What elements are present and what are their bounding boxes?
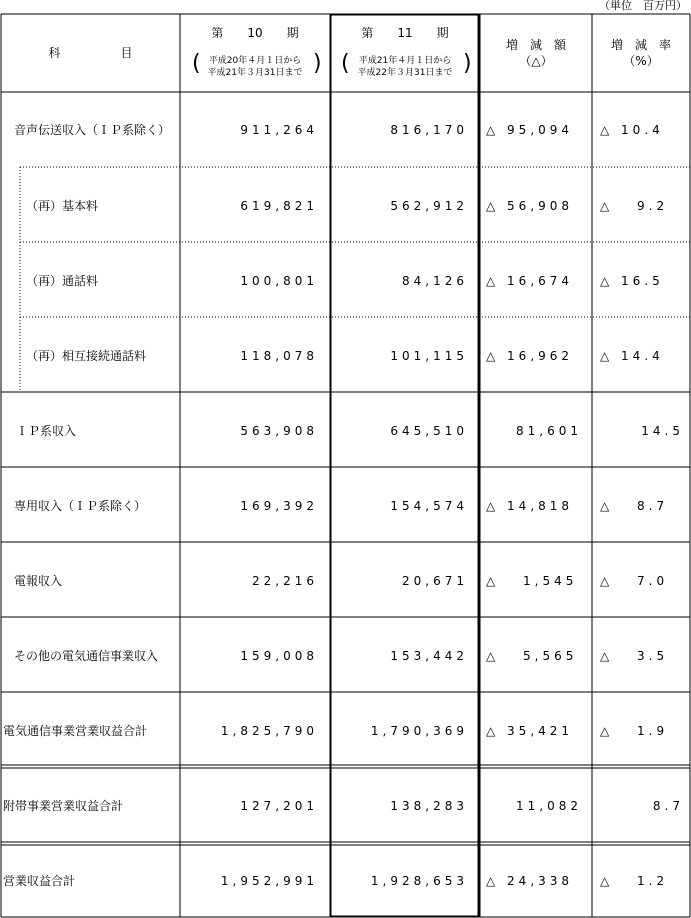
header-p10-range-end: 平成21年３月31日まで [207,68,303,78]
row-other-p10: 159,008 [240,649,318,663]
left-bracket-p11: ( [341,51,350,76]
row-other-p11: 153,442 [390,649,468,663]
row-interconnect-rate: △ 14.4 [600,349,664,363]
row-operating-total-diff: △ 24,338 [486,874,574,888]
header-p11-range-start: 平成21年４月１日から [358,56,452,66]
row-telecom-total-rate: △ 1.9 [600,724,669,738]
header-p11-title: 第 11 期 [361,26,449,40]
row-call-p11: 84,126 [402,274,468,288]
row-telecom-total-p10: 1,825,790 [220,724,318,738]
row-label-call: （再）通話料 [26,274,99,288]
row-ancillary-total-p11: 138,283 [390,799,468,813]
row-label-ip: ＩＰ系収入 [16,424,77,438]
row-interconnect-diff: △ 16,962 [486,349,574,363]
header-rate-sub: （%） [623,54,659,68]
row-other-diff: △ 5,565 [486,649,578,663]
row-operating-total-p11: 1,928,653 [370,874,468,888]
row-label-basic: （再）基本料 [26,199,99,213]
header-diff-title: 増 減 額 [505,38,566,52]
row-other-rate: △ 3.5 [600,649,669,663]
row-ip-diff: 81,601 [516,424,582,438]
header-diff-sub: （△） [519,54,553,68]
row-leased-rate: △ 8.7 [600,499,669,513]
row-basic-p10: 619,821 [240,199,318,213]
row-telegram-diff: △ 1,545 [486,574,578,588]
row-call-diff: △ 16,674 [486,274,574,288]
row-call-p10: 100,801 [240,274,318,288]
row-ip-p10: 563,908 [240,424,318,438]
row-ip-p11: 645,510 [390,424,468,438]
header-item: 科 目 [48,46,133,60]
header-p11-range-end: 平成22年３月31日まで [357,68,453,78]
row-basic-rate: △ 9.2 [600,199,669,213]
right-bracket-p10: ) [313,51,322,76]
header-p10-range-start: 平成20年４月１日から [208,56,302,66]
row-label-other: その他の電気通信事業収入 [14,649,159,663]
row-operating-total-rate: △ 1.2 [600,874,669,888]
row-voice-diff: △ 95,094 [486,123,574,137]
left-bracket-p10: ( [192,51,201,76]
row-basic-p11: 562,912 [390,199,468,213]
row-leased-p10: 169,392 [240,499,318,513]
row-telegram-rate: △ 7.0 [600,574,669,588]
unit-note: （単位 百万円） [599,0,687,12]
row-leased-p11: 154,574 [390,499,468,513]
row-call-rate: △ 16.5 [600,274,664,288]
row-label-interconnect: （再）相互接続通話料 [26,349,147,363]
row-telegram-p10: 22,216 [252,574,318,588]
row-label-leased: 専用収入（ＩＰ系除く） [14,499,147,513]
row-interconnect-p10: 118,078 [240,349,318,363]
row-ancillary-total-rate: 8.7 [652,799,684,813]
row-label-telecom-total: 電気通信事業営業収益合計 [3,724,148,738]
row-ancillary-total-p10: 127,201 [240,799,318,813]
row-label-operating-total: 営業収益合計 [3,874,76,888]
row-ancillary-total-diff: 11,082 [516,799,582,813]
row-voice-p11: 816,170 [390,123,468,137]
row-label-voice: 音声伝送収入（ＩＰ系除く） [14,123,171,137]
header-p10-title: 第 10 期 [211,26,299,40]
row-ip-rate: 14.5 [641,424,684,438]
row-voice-p10: 911,264 [240,123,318,137]
row-leased-diff: △ 14,818 [486,499,574,513]
row-telegram-p11: 20,671 [402,574,468,588]
right-bracket-p11: ) [463,51,472,76]
row-telecom-total-p11: 1,790,369 [370,724,468,738]
header-rate-title: 増 減 率 [610,38,671,52]
row-label-ancillary-total: 附帯事業営業収益合計 [3,799,124,813]
row-basic-diff: △ 56,908 [486,199,574,213]
row-operating-total-p10: 1,952,991 [220,874,318,888]
row-voice-rate: △ 10.4 [600,123,664,137]
row-label-telegram: 電報収入 [14,574,63,588]
row-interconnect-p11: 101,115 [390,349,468,363]
row-telecom-total-diff: △ 35,421 [486,724,574,738]
